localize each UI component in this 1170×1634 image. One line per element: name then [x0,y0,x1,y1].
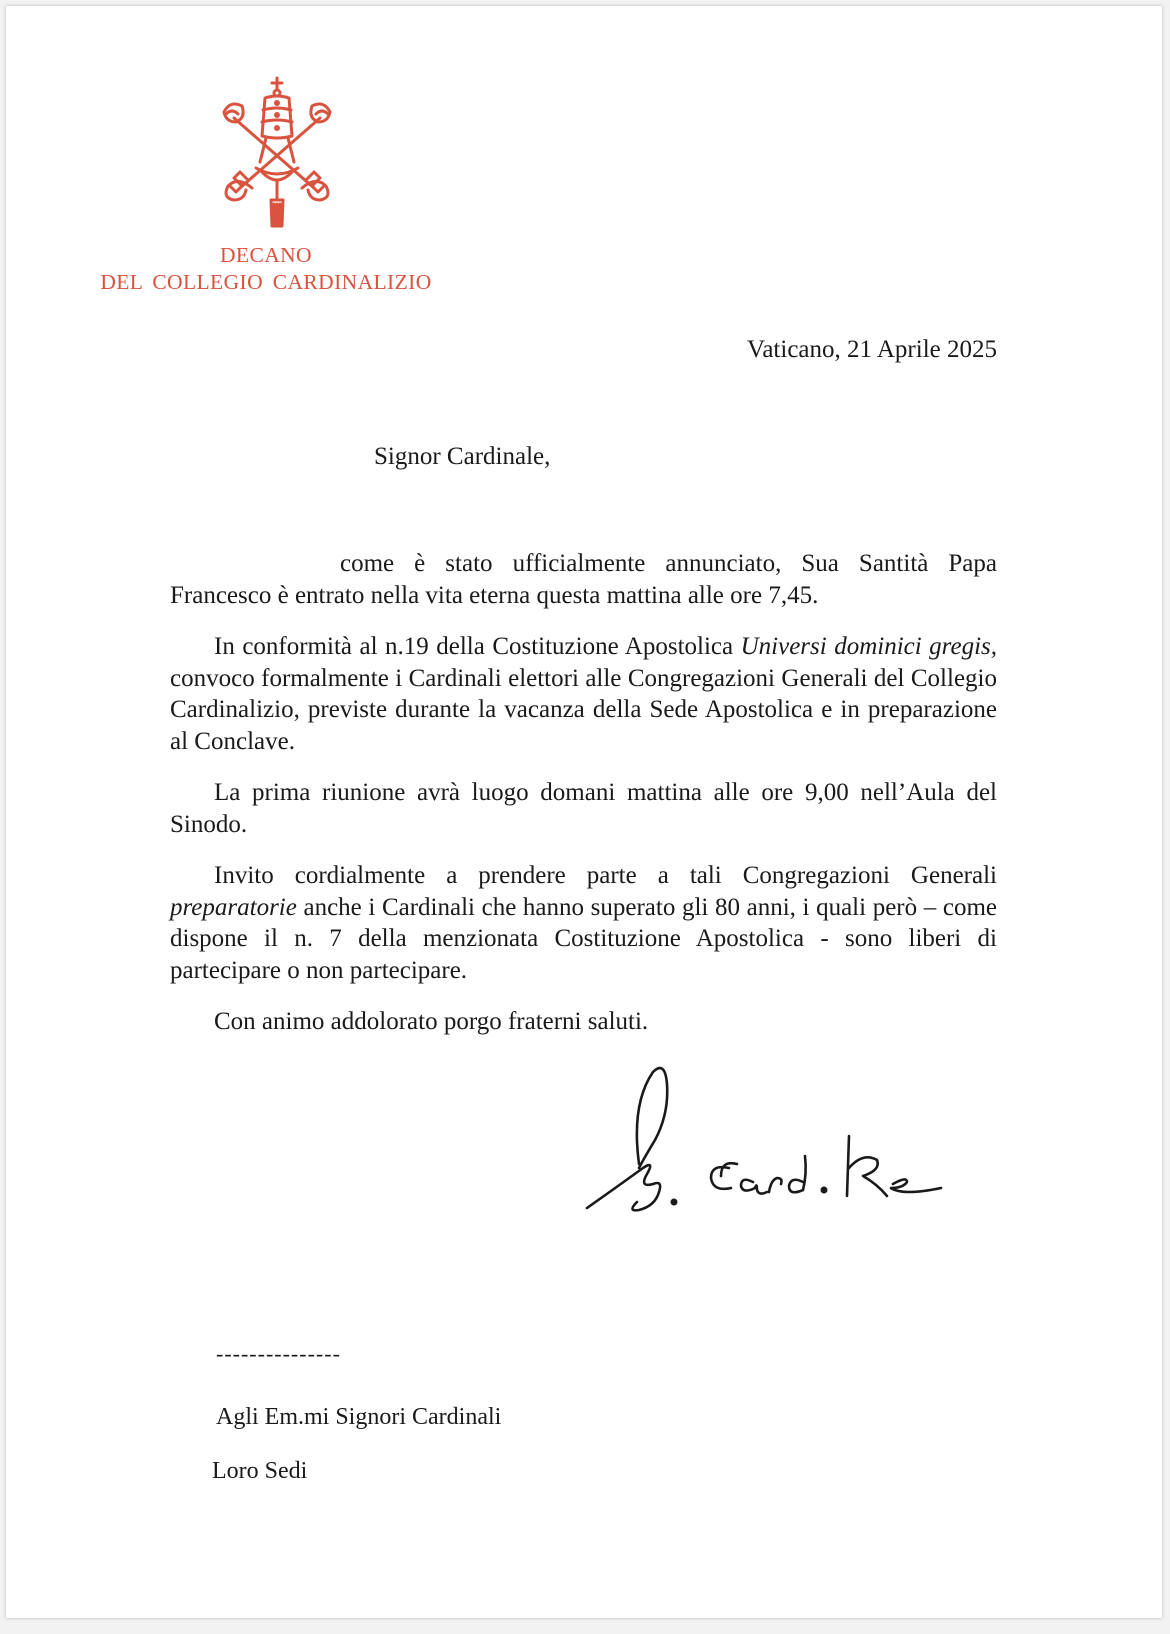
letter-date: Vaticano, 21 Aprile 2025 [747,336,997,363]
paragraph-invitation-start: Invito cordialmente a prendere parte a tali Congregazioni Generali [214,862,997,889]
paragraph-closing: Con animo addolorato porgo fraterni saluti. [214,1008,649,1035]
letterhead [66,242,466,296]
letter-page [6,6,1162,1618]
recipient-line: Agli Em.mi Signori Cardinali [216,1404,502,1430]
paragraph-invitation [170,860,997,986]
handwritten-signature-icon [581,1064,1001,1224]
recipient-location: Loro Sedi [212,1458,308,1484]
paragraph-convocation [170,631,997,757]
paragraph-convocation-end: convoco formalmente i Cardinali elettori alle Congregazioni Generali del Collegio Cardinalizio, previste durante la vacanza della Sede Apostolica e in preparazione al Conclave. [170,664,997,755]
paragraph-invitation-end: anche i Cardinali che hanno superato gli 80 anni, i quali però – come dispone il n. 7 della menzionata Costituzione Apostolica - sono liberi di partecipare o non partecipare. [170,893,997,984]
preparatorie-italic: preparatorie [170,893,297,921]
paragraph-announcement: come è stato ufficialmente annunciato, Sua Santità Papa Francesco è entrato nella vita eterna questa mattina alle ore 7,45. [170,550,997,609]
letter-body [170,548,997,1058]
papal-coat-of-arms-icon [216,76,338,232]
paragraph-first-meeting: La prima riunione avrà luogo domani mattina alle ore 9,00 nell’Aula del Sinodo. [170,779,997,838]
letterhead-title: DECANO [220,243,312,267]
paragraph-convocation-start: In conformità al n.19 della Costituzione Apostolica [214,633,741,660]
salutation: Signor Cardinale, [374,443,551,470]
document-title-italic: Universi dominici gregis, [740,633,997,660]
separator-line: --------------- [216,1341,341,1366]
letterhead-subtitle: DEL COLLEGIO CARDINALIZIO [100,270,432,294]
